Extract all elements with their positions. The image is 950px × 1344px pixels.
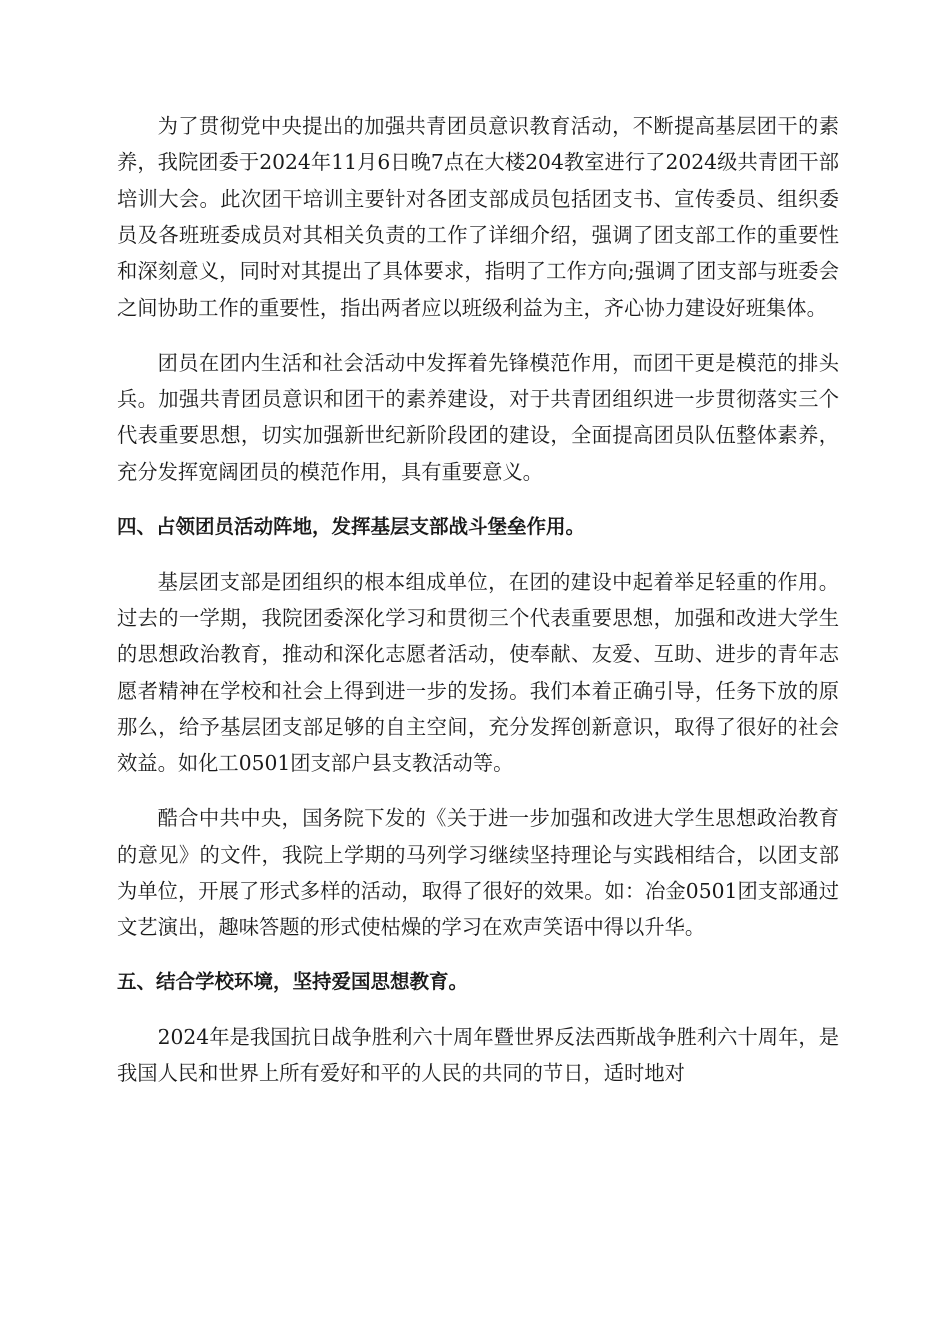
document-page [117, 108, 839, 1110]
section-heading-four: 四、占领团员活动阵地，发挥基层支部战斗堡垒作用。 [117, 514, 586, 538]
paragraph-anniversary: 2024年是我国抗日战争胜利六十周年暨世界反法西斯战争胜利六十周年，是我国人民和世界上所有爱好和平的人民的共同的节日，适时地对 [117, 1025, 839, 1086]
paragraph-member-role: 团员在团内生活和社会活动中发挥着先锋模范作用，而团干更是模范的排头兵。加强共青团员意识和团干的素养建设，对于共青团组织进一步贯彻落实三个代表重要思想，切实加强新世纪新阶段团的建设，全面提高团员队伍整体素养，充分发挥宽阔团员的模范作用，具有重要意义。 [117, 350, 839, 484]
paragraph-marxist-study: 酷合中共中央，国务院下发的《关于进一步加强和改进大学生思想政治教育的意见》的文件，我院上学期的马列学习继续坚持理论与实践相结合，以团支部为单位，开展了形式多样的活动，取得了很好的效果。如：冶金0501团支部通过文艺演出，趣味答题的形式使枯燥的学习在欢声笑语中得以升华。 [117, 806, 839, 940]
paragraph-grassroots-branch: 基层团支部是团组织的根本组成单位，在团的建设中起着举足轻重的作用。过去的一学期，我院团委深化学习和贯彻三个代表重要思想，加强和改进大学生的思想政治教育，推动和深化志愿者活动，使奉献、友爱、互助、进步的青年志愿者精神在学校和社会上得到进一步的发扬。我们本着正确引导，任务下放的原那么，给予基层团支部足够的自主空间，充分发挥创新意识，取得了很好的社会效益。如化工0501团支部户县支教活动等。 [117, 569, 839, 776]
section-heading-five: 五、结合学校环境，坚持爱国思想教育。 [117, 970, 469, 994]
paragraph-training-meeting: 为了贯彻党中央提出的加强共青团员意识教育活动，不断提高基层团干的素养，我院团委于2024年11月6日晚7点在大楼204教室进行了2024级共青团干部培训大会。此次团干培训主要针对各团支部成员包括团支书、宣传委员、组织委员及各班班委成员对其相关负责的工作了详细介绍，强调了团支部工作的重要性和深刻意义，同时对其提出了具体要求，指明了工作方向;强调了团支部与班委会之间协助工作的重要性，指出两者应以班级利益为主，齐心协力建设好班集体。 [117, 114, 839, 320]
